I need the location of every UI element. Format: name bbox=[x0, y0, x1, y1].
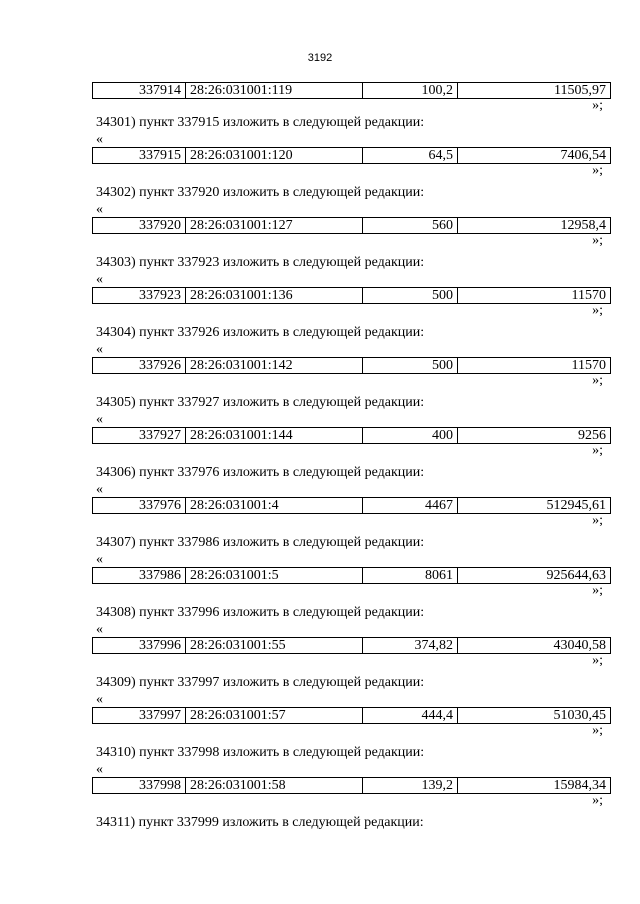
amendment-block bbox=[92, 323, 611, 393]
amendment-block bbox=[92, 253, 611, 323]
closing-quote: »; bbox=[592, 653, 603, 668]
cell-area: 4467 bbox=[363, 498, 458, 514]
amendment-list bbox=[92, 113, 611, 813]
table-row bbox=[92, 777, 611, 794]
cell-value: 9256 bbox=[458, 428, 611, 444]
cell-area: 500 bbox=[363, 288, 458, 304]
cell-item-number: 337920 bbox=[93, 218, 186, 234]
cell-cadastral-number: 28:26:031001:144 bbox=[186, 428, 363, 444]
opening-quote: « bbox=[96, 132, 103, 147]
cell-cadastral-number: 28:26:031001:119 bbox=[186, 83, 363, 99]
opening-quote: « bbox=[96, 762, 103, 777]
amendment-instruction: 34309) пункт 337997 изложить в следующей редакции: bbox=[96, 675, 425, 690]
opening-quote: « bbox=[96, 342, 103, 357]
cell-area: 100,2 bbox=[363, 83, 458, 99]
table-row bbox=[92, 567, 611, 584]
amendment-instruction: 34307) пункт 337986 изложить в следующей редакции: bbox=[96, 535, 425, 550]
amendment-instruction: 34301) пункт 337915 изложить в следующей редакции: bbox=[96, 115, 425, 130]
cell-area: 64,5 bbox=[363, 148, 458, 164]
opening-quote: « bbox=[96, 622, 103, 637]
cell-area: 374,82 bbox=[363, 638, 458, 654]
opening-quote: « bbox=[96, 202, 103, 217]
document-body bbox=[92, 82, 611, 833]
closing-quote: »; bbox=[592, 373, 603, 388]
cell-cadastral-number: 28:26:031001:57 bbox=[186, 708, 363, 724]
cell-value: 11505,97 bbox=[458, 83, 611, 99]
cell-item-number: 337914 bbox=[93, 83, 186, 99]
table-row bbox=[92, 287, 611, 304]
cell-value: 51030,45 bbox=[458, 708, 611, 724]
opening-quote: « bbox=[96, 412, 103, 427]
amendment-block bbox=[92, 533, 611, 603]
cell-area: 560 bbox=[363, 218, 458, 234]
cell-area: 139,2 bbox=[363, 778, 458, 794]
cell-value: 15984,34 bbox=[458, 778, 611, 794]
cell-cadastral-number: 28:26:031001:4 bbox=[186, 498, 363, 514]
table-row bbox=[92, 147, 611, 164]
table-row bbox=[92, 357, 611, 374]
amendment-instruction: 34308) пункт 337996 изложить в следующей редакции: bbox=[96, 605, 425, 620]
table-row bbox=[92, 82, 611, 99]
amendment-block bbox=[92, 463, 611, 533]
table-row bbox=[92, 637, 611, 654]
cell-value: 12958,4 bbox=[458, 218, 611, 234]
cell-item-number: 337926 bbox=[93, 358, 186, 374]
closing-quote: »; bbox=[592, 793, 603, 808]
amendment-block bbox=[92, 673, 611, 743]
amendment-block bbox=[92, 743, 611, 813]
cell-cadastral-number: 28:26:031001:55 bbox=[186, 638, 363, 654]
opening-quote: « bbox=[96, 272, 103, 287]
closing-quote: »; bbox=[592, 98, 603, 113]
cell-item-number: 337923 bbox=[93, 288, 186, 304]
opening-quote: « bbox=[96, 482, 103, 497]
cell-area: 8061 bbox=[363, 568, 458, 584]
closing-quote: »; bbox=[592, 443, 603, 458]
closing-quote: »; bbox=[592, 163, 603, 178]
cell-value: 512945,61 bbox=[458, 498, 611, 514]
cell-value: 11570 bbox=[458, 358, 611, 374]
page-number: 3192 bbox=[307, 52, 333, 64]
closing-quote: »; bbox=[592, 513, 603, 528]
closing-quote: »; bbox=[592, 723, 603, 738]
amendment-block bbox=[92, 393, 611, 463]
cell-item-number: 337986 bbox=[93, 568, 186, 584]
cell-cadastral-number: 28:26:031001:5 bbox=[186, 568, 363, 584]
amendment-instruction: 34305) пункт 337927 изложить в следующей редакции: bbox=[96, 395, 425, 410]
cell-value: 7406,54 bbox=[458, 148, 611, 164]
cell-cadastral-number: 28:26:031001:120 bbox=[186, 148, 363, 164]
opening-quote: « bbox=[96, 552, 103, 567]
amendment-instruction: 34311) пункт 337999 изложить в следующей редакции: bbox=[96, 815, 424, 830]
amendment-block bbox=[92, 603, 611, 673]
cell-value: 925644,63 bbox=[458, 568, 611, 584]
cell-item-number: 337927 bbox=[93, 428, 186, 444]
amendment-instruction: 34306) пункт 337976 изложить в следующей редакции: bbox=[96, 465, 425, 480]
amendment-block bbox=[92, 183, 611, 253]
cell-item-number: 337998 bbox=[93, 778, 186, 794]
cell-area: 400 bbox=[363, 428, 458, 444]
table-row bbox=[92, 707, 611, 724]
amendment-block bbox=[92, 113, 611, 183]
table-row bbox=[92, 217, 611, 234]
table-row bbox=[92, 427, 611, 444]
opening-quote: « bbox=[96, 692, 103, 707]
cell-value: 11570 bbox=[458, 288, 611, 304]
closing-quote: »; bbox=[592, 583, 603, 598]
cell-cadastral-number: 28:26:031001:58 bbox=[186, 778, 363, 794]
cell-cadastral-number: 28:26:031001:142 bbox=[186, 358, 363, 374]
amendment-instruction: 34310) пункт 337998 изложить в следующей редакции: bbox=[96, 745, 425, 760]
cell-cadastral-number: 28:26:031001:127 bbox=[186, 218, 363, 234]
amendment-instruction: 34302) пункт 337920 изложить в следующей редакции: bbox=[96, 185, 425, 200]
cell-item-number: 337997 bbox=[93, 708, 186, 724]
cell-value: 43040,58 bbox=[458, 638, 611, 654]
cell-item-number: 337996 bbox=[93, 638, 186, 654]
cell-area: 500 bbox=[363, 358, 458, 374]
cell-cadastral-number: 28:26:031001:136 bbox=[186, 288, 363, 304]
cell-area: 444,4 bbox=[363, 708, 458, 724]
cell-item-number: 337915 bbox=[93, 148, 186, 164]
amendment-instruction: 34303) пункт 337923 изложить в следующей редакции: bbox=[96, 255, 425, 270]
amendment-instruction: 34304) пункт 337926 изложить в следующей редакции: bbox=[96, 325, 425, 340]
table-row bbox=[92, 497, 611, 514]
cell-item-number: 337976 bbox=[93, 498, 186, 514]
closing-quote: »; bbox=[592, 233, 603, 248]
closing-quote: »; bbox=[592, 303, 603, 318]
